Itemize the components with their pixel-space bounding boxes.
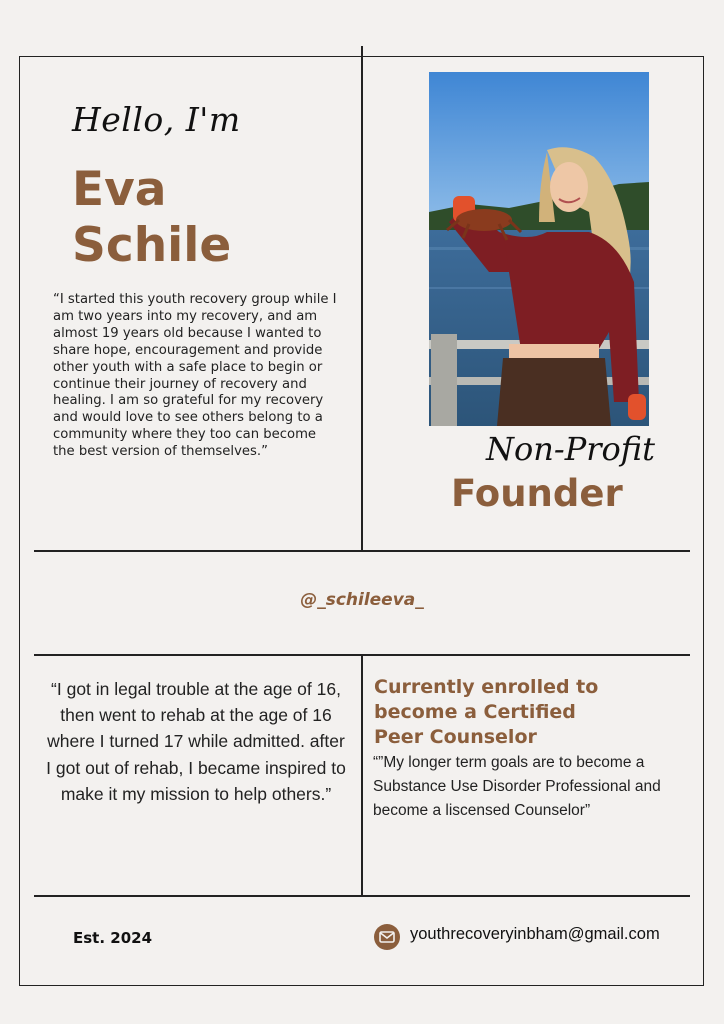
founder-photo [429, 72, 649, 426]
goals-heading [374, 675, 694, 750]
divider-top-vertical [361, 46, 363, 551]
goals-heading-line: Peer Counselor [374, 726, 537, 748]
social-handle: @_schileeva_ [300, 590, 424, 610]
contact-email[interactable]: youthrecoveryinbham@gmail.com [410, 925, 660, 943]
mail-icon [374, 924, 400, 950]
intro-quote: “I started this youth recovery group while I am two years into my recovery, and am almost 19 years old because I wanted to share hope, encouragement and provide other youth with a safe place to begin or continue their journey of recovery and healing. I am so grateful for my recovery and would love to see others belong to a community where they too can become the best version of themselves.” [53, 292, 337, 460]
story-quote: “I got in legal trouble at the age of 16, then went to rehab at the age of 16 where I turned 17 while admitted. after I got out of rehab, I became inspired to make it my mission to help others.” [46, 679, 346, 804]
goals-text: “”My longer term goals are to become a Substance Use Disorder Professional and become a liscensed Counselor” [373, 754, 661, 819]
greeting: Hello, I'm [72, 100, 241, 139]
role-title-script: Non-Profit [486, 430, 655, 468]
divider-bottom-vertical [361, 654, 363, 896]
divider-upper-horizontal [34, 550, 690, 552]
last-name: Schile [72, 218, 232, 273]
first-name: Eva [72, 162, 167, 217]
goals-heading-line: Currently enrolled to [374, 676, 599, 698]
divider-lower-horizontal [34, 895, 690, 897]
role-title: Founder [451, 472, 623, 515]
goals-heading-line: become a Certified [374, 701, 576, 723]
established-year: Est. 2024 [73, 929, 153, 947]
